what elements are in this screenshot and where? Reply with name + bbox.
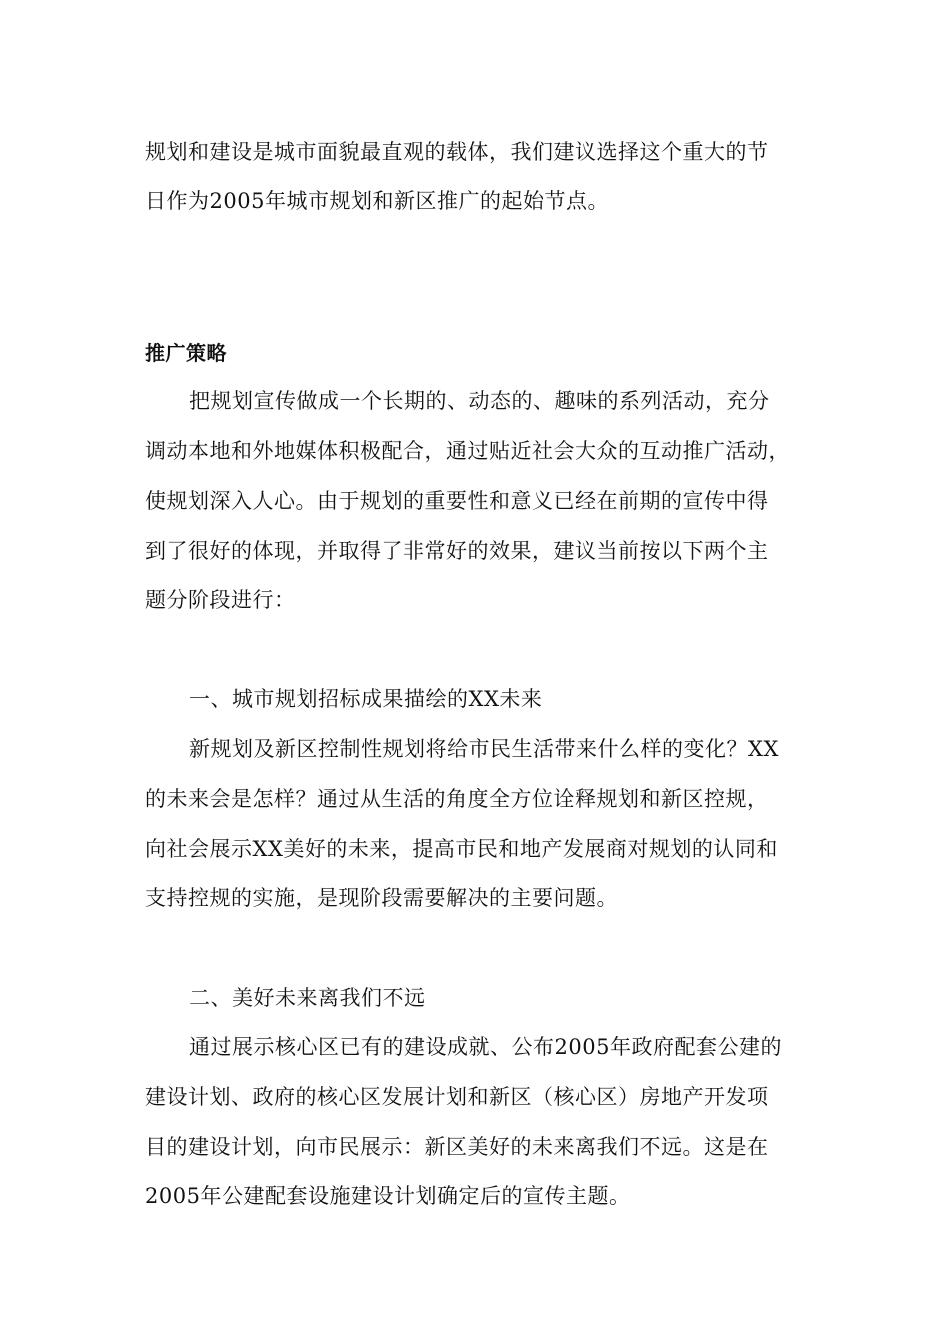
section-heading: 推广策略 bbox=[145, 341, 227, 365]
theme2-line-3: 目的建设计划，向市民展示：新区美好的未来离我们不远。这是在 bbox=[145, 1135, 769, 1159]
theme2-title: 二、美好未来离我们不远 bbox=[189, 986, 426, 1010]
intro-line-2: 日作为2005年城市规划和新区推广的起始节点。 bbox=[145, 189, 609, 213]
strategy-line-5: 题分阶段进行： bbox=[145, 588, 296, 612]
strategy-line-1: 把规划宣传做成一个长期的、动态的、趣味的系列活动，充分 bbox=[189, 389, 770, 413]
theme1-line-1: 新规划及新区控制性规划将给市民生活带来什么样的变化？XX bbox=[189, 737, 779, 761]
strategy-line-3: 使规划深入人心。由于规划的重要性和意义已经在前期的宣传中得 bbox=[145, 489, 769, 513]
strategy-line-4: 到了很好的体现，并取得了非常好的效果，建议当前按以下两个主 bbox=[145, 539, 769, 563]
intro-line-1: 规划和建设是城市面貌最直观的载体，我们建议选择这个重大的节 bbox=[145, 140, 769, 164]
theme2-line-2: 建设计划、政府的核心区发展计划和新区（核心区）房地产开发项 bbox=[145, 1085, 769, 1109]
theme1-title: 一、城市规划招标成果描绘的XX未来 bbox=[189, 687, 543, 711]
theme1-line-4: 支持控规的实施，是现阶段需要解决的主要问题。 bbox=[145, 886, 618, 910]
theme1-line-2: 的未来会是怎样？通过从生活的角度全方位诠释规划和新区控规， bbox=[145, 787, 769, 811]
theme2-line-4: 2005年公建配套设施建设计划确定后的宣传主题。 bbox=[145, 1184, 631, 1208]
strategy-line-2: 调动本地和外地媒体积极配合，通过贴近社会大众的互动推广活动， bbox=[145, 439, 790, 463]
theme1-line-3: 向社会展示XX美好的未来，提高市民和地产发展商对规划的认同和 bbox=[145, 837, 778, 861]
theme2-line-1: 通过展示核心区已有的建设成就、公布2005年政府配套公建的 bbox=[189, 1035, 782, 1059]
